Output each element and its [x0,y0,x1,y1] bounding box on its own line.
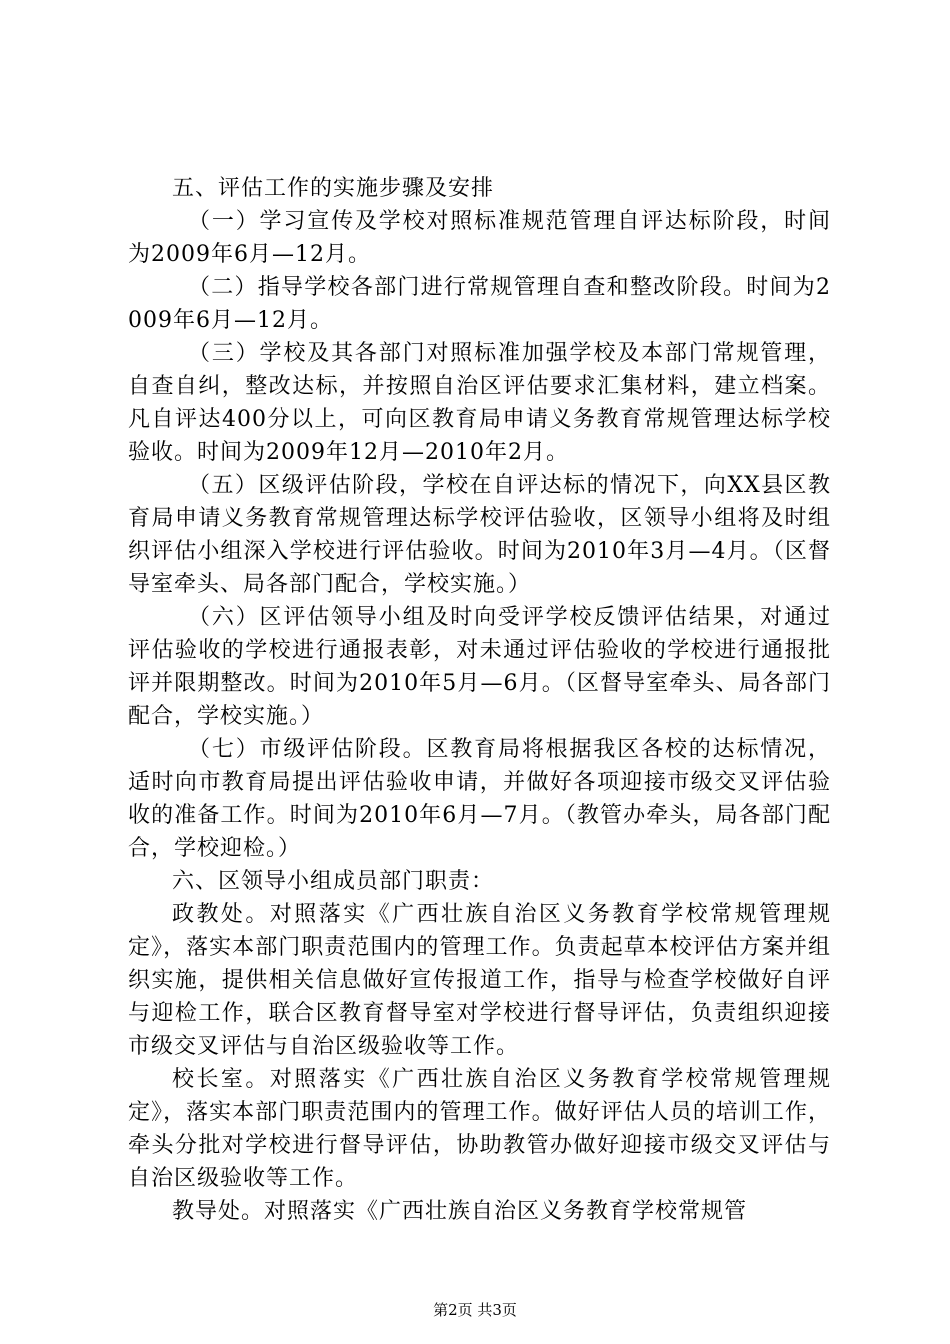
paragraph-academic-office: 教导处。对照落实《广西壮族自治区义务教育学校常规管 [172,1199,748,1224]
paragraph-step-seven: （七）市级评估阶段。区教育局将根据我区各校的达标情况，适时向市教育局提出评估验收申请，并做好各项迎接市级交叉评估验收的准备工作。时间为2010年6月—7月。（教管办牵头，局各部门配合，学校迎检。） [128,737,831,861]
section-heading-six: 六、区领导小组成员部门职责： [172,869,495,894]
paragraph-step-six: （六）区评估领导小组及时向受评学校反馈评估结果，对通过评估验收的学校进行通报表彰，对未通过评估验收的学校进行通报批评并限期整改。时间为2010年5月—6月。（区督导室牵头、局各部门配合，学校实施。） [128,605,831,729]
paragraph-step-one: （一）学习宣传及学校对照标准规范管理自评达标阶段，时间为2009年6月—12月。 [128,209,831,267]
paragraph-political-office: 政教处。对照落实《广西壮族自治区义务教育学校常规管理规定》，落实本部门职责范围内的管理工作。负责起草本校评估方案并组织实施，提供相关信息做好宣传报道工作，指导与检查学校做好自评与迎检工作，联合区教育督导室对学校进行督导评估，负责组织迎接市级交叉评估与自治区级验收等工作。 [128,902,831,1059]
page-number-footer: 第2页 共3页 [433,1301,517,1319]
document-body [128,172,831,1228]
paragraph-step-five: （五）区级评估阶段，学校在自评达标的情况下，向XX县区教育局申请义务教育常规管理达标学校评估验收，区领导小组将及时组织评估小组深入学校进行评估验收。时间为2010年3月—4月。（区督导室牵头、局各部门配合，学校实施。） [128,473,831,597]
paragraph-step-two: （二）指导学校各部门进行常规管理自查和整改阶段。时间为2009年6月—12月。 [128,275,831,333]
paragraph-step-three: （三）学校及其各部门对照标准加强学校及本部门常规管理，自查自纠，整改达标，并按照自治区评估要求汇集材料，建立档案。凡自评达400分以上，可向区教育局申请义务教育常规管理达标学校验收。时间为2009年12月—2010年2月。 [128,341,831,465]
paragraph-principal-office: 校长室。对照落实《广西壮族自治区义务教育学校常规管理规定》，落实本部门职责范围内的管理工作。做好评估人员的培训工作，牵头分批对学校进行督导评估，协助教管办做好迎接市级交叉评估与自治区级验收等工作。 [128,1067,831,1191]
section-heading-five: 五、评估工作的实施步骤及安排 [172,176,495,201]
